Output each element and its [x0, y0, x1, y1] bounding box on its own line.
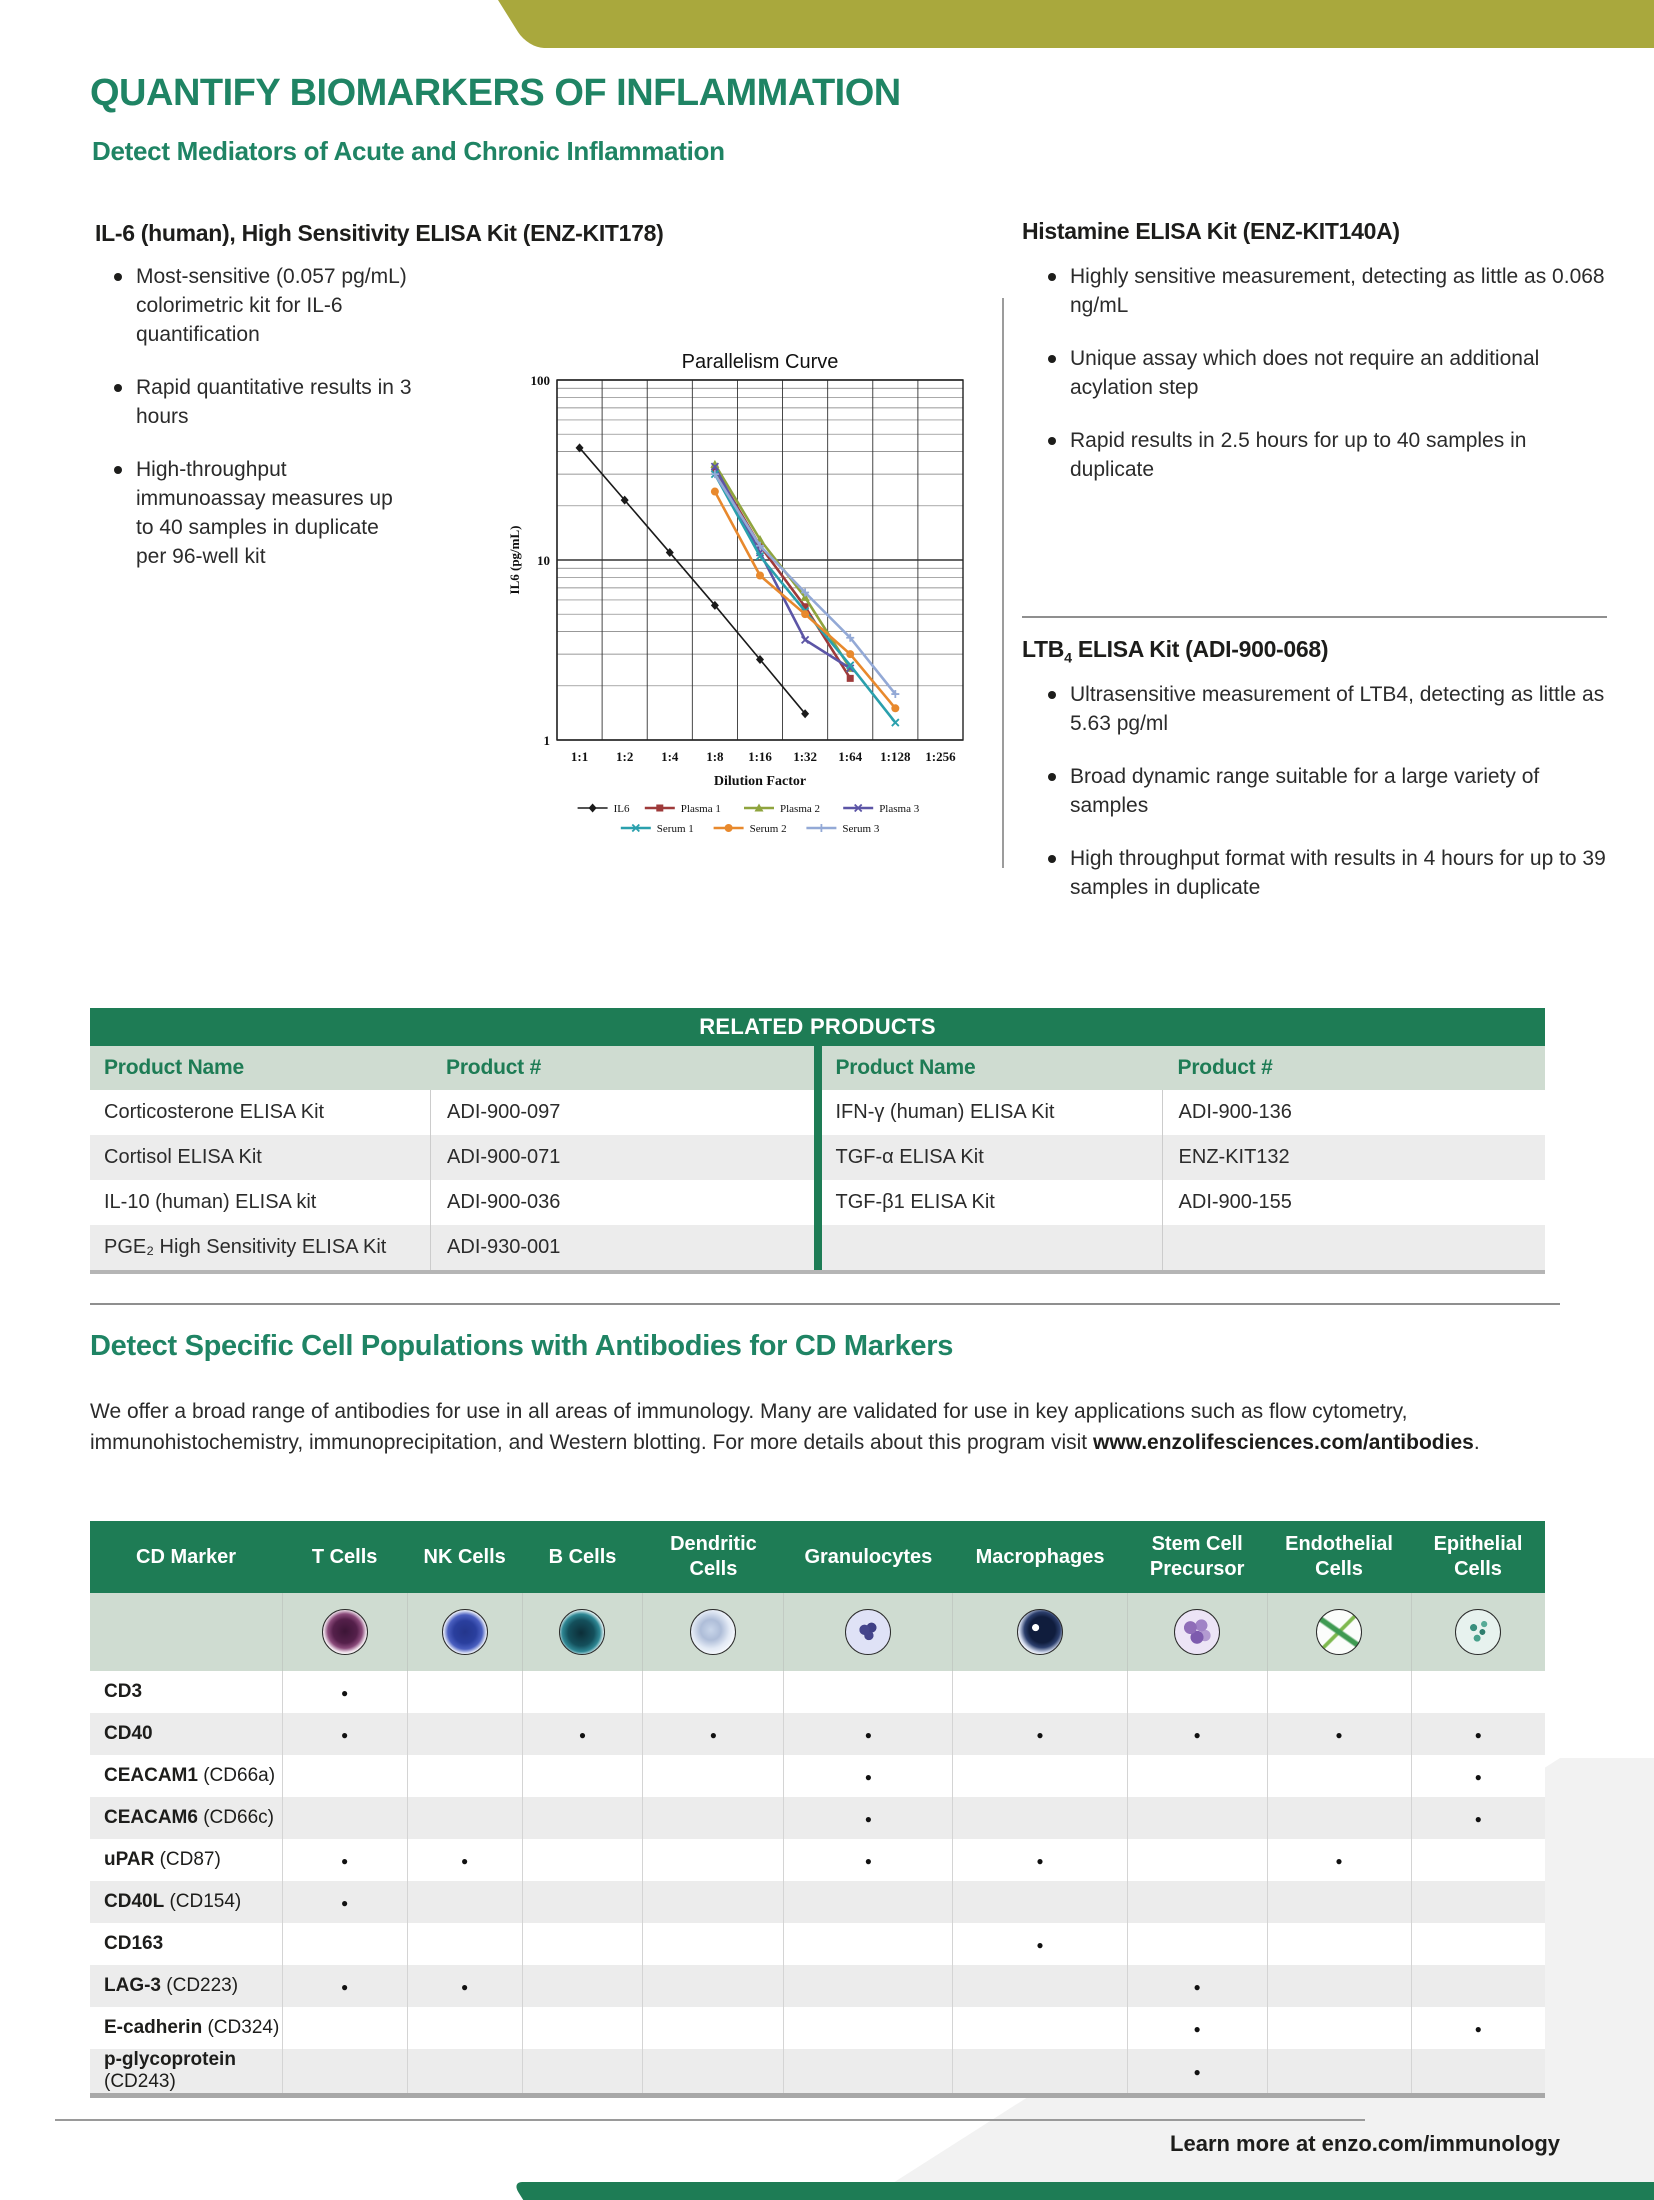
marker-dot-cell: [784, 1755, 953, 1797]
empty-cell: [784, 2049, 953, 2096]
marker-dot-cell: [1411, 1797, 1545, 1839]
svg-text:Plasma 1: Plasma 1: [680, 803, 721, 815]
bullet-item: Most-sensitive (0.057 pg/mL) colorimetric kit for IL-6 quantification: [112, 262, 412, 349]
empty-cell: [1127, 1923, 1267, 1965]
table-subheader: [822, 1046, 1546, 1090]
endothelial-cell-image: [1316, 1609, 1362, 1655]
marker-dot: [461, 1975, 468, 1996]
empty-cell: [1267, 2007, 1411, 2049]
column-header-cd-marker: CD Marker: [90, 1521, 282, 1593]
empty-cell: [784, 1881, 953, 1923]
marker-dot: [1475, 2017, 1482, 2038]
product-row: [90, 1135, 814, 1180]
bullet-item: Rapid results in 2.5 hours for up to 40 samples in duplicate: [1046, 426, 1611, 484]
marker-dot: [1335, 1723, 1342, 1744]
svg-text:10: 10: [537, 553, 550, 568]
product-number: ADI-900-097: [430, 1090, 813, 1135]
empty-cell: [643, 1671, 784, 1713]
ltb4-heading-text-2: ELISA Kit (ADI-900-068): [1071, 636, 1329, 662]
cell-image-cell: [953, 1593, 1128, 1671]
marker-dot: [1036, 1849, 1043, 1870]
chart-svg: [505, 352, 985, 852]
empty-cell: [784, 1923, 953, 1965]
footer-rule: [55, 2119, 1365, 2121]
cd-marker-row: [90, 1881, 1545, 1923]
bottom-accent-bar: [512, 2182, 1654, 2200]
cell-image-cell: [784, 1593, 953, 1671]
empty-cell: [522, 2007, 643, 2049]
empty-cell: [953, 1797, 1128, 1839]
empty-cell: [522, 1671, 643, 1713]
cd-marker-name: CD163: [90, 1923, 282, 1965]
paragraph-period: .: [1473, 1431, 1480, 1454]
empty-cell: [1411, 2049, 1545, 2096]
marker-dot-cell: [282, 1713, 407, 1755]
svg-text:Dilution Factor: Dilution Factor: [713, 774, 807, 789]
footer-text: [900, 2131, 1560, 2157]
empty-cell: [953, 1671, 1128, 1713]
empty-cell: [1127, 1671, 1267, 1713]
marker-dot: [341, 1849, 348, 1870]
empty-cell: [643, 1797, 784, 1839]
marker-dot: [341, 1975, 348, 1996]
marker-dot-cell: [953, 1713, 1128, 1755]
product-name: [822, 1225, 1162, 1270]
bullet-item: Highly sensitive measurement, detecting as little as 0.068 ng/mL: [1046, 262, 1611, 320]
empty-cell: [407, 1797, 522, 1839]
cd-marker-row: [90, 1839, 1545, 1881]
marker-dot: [341, 1681, 348, 1702]
svg-text:Serum 2: Serum 2: [749, 823, 787, 835]
empty-cell: [1411, 1839, 1545, 1881]
empty-cell: [953, 1881, 1128, 1923]
empty-cell: [643, 1923, 784, 1965]
product-name: TGF-α ELISA Kit: [835, 1146, 984, 1168]
product-number: ADI-900-036: [430, 1180, 813, 1225]
product-number: ADI-900-155: [1162, 1180, 1545, 1225]
column-header-product-number: Product #: [1177, 1056, 1273, 1079]
column-divider: [1002, 298, 1004, 868]
column-header-t-cells: T Cells: [282, 1521, 407, 1593]
product-name: Cortisol ELISA Kit: [104, 1146, 262, 1168]
nk-cell-image: [442, 1609, 488, 1655]
marker-dot: [1475, 1765, 1482, 1786]
svg-text:Serum 1: Serum 1: [656, 823, 694, 835]
marker-dot: [1036, 1723, 1043, 1744]
bullet-item: High throughput format with results in 4 hours for up to 39 samples in duplicate: [1046, 844, 1621, 902]
histamine-kit-heading: Histamine ELISA Kit (ENZ-KIT140A): [1022, 218, 1400, 244]
cd-marker-row: [90, 1965, 1545, 2007]
empty-cell: [1267, 1755, 1411, 1797]
page-subtitle: Detect Mediators of Acute and Chronic Inflammation: [92, 136, 725, 166]
empty-cell: [1411, 1671, 1545, 1713]
cd-marker-name: CD3: [90, 1671, 282, 1713]
marker-dot-cell: [407, 1965, 522, 2007]
column-header-granulocytes: Granulocytes: [784, 1521, 953, 1593]
marker-dot: [865, 1807, 872, 1828]
marker-dot: [1194, 1975, 1201, 1996]
column-header-product-name: Product Name: [835, 1056, 976, 1079]
svg-text:1:32: 1:32: [793, 749, 818, 764]
product-number: [1162, 1225, 1545, 1270]
empty-cell: [90, 1593, 282, 1671]
marker-dot-cell: [522, 1713, 643, 1755]
product-row: [90, 1090, 814, 1135]
product-name: Corticosterone ELISA Kit: [104, 1101, 325, 1123]
cd-marker-name: p-glycoprotein (CD243): [90, 2049, 282, 2096]
parallelism-curve-chart: [505, 352, 985, 852]
svg-text:1:1: 1:1: [570, 749, 589, 764]
svg-text:IL6: IL6: [613, 803, 630, 815]
cell-image-cell: [1411, 1593, 1545, 1671]
column-header-stem-cell-precursor: Stem Cell Precursor: [1127, 1521, 1267, 1593]
empty-cell: [1127, 1755, 1267, 1797]
marker-dot-cell: [407, 1839, 522, 1881]
marker-dot-cell: [784, 1797, 953, 1839]
svg-text:1:16: 1:16: [748, 749, 772, 764]
product-number: ADI-900-136: [1162, 1090, 1545, 1135]
column-header-nk-cells: NK Cells: [407, 1521, 522, 1593]
antibodies-link[interactable]: www.enzolifesciences.com/antibodies: [1092, 1431, 1474, 1454]
svg-text:Plasma 3: Plasma 3: [879, 803, 920, 815]
product-number: ADI-900-071: [430, 1135, 813, 1180]
empty-cell: [784, 1965, 953, 2007]
column-header-product-name: Product Name: [104, 1056, 244, 1079]
marker-dot-cell: [643, 1713, 784, 1755]
svg-text:1:8: 1:8: [706, 749, 724, 764]
product-row: [822, 1090, 1546, 1135]
marker-dot-cell: [1127, 1713, 1267, 1755]
empty-cell: [1127, 1881, 1267, 1923]
empty-cell: [522, 1755, 643, 1797]
bullet-item: High-throughput immunoassay measures up to 40 samples in duplicate per 96-well kit: [112, 455, 412, 571]
marker-dot: [865, 1765, 872, 1786]
column-header-epithelial-cells: Epithelial Cells: [1411, 1521, 1545, 1593]
epithelial-cell-image: [1455, 1609, 1501, 1655]
marker-dot-cell: [1127, 2049, 1267, 2096]
bullet-item: Rapid quantitative results in 3 hours: [112, 373, 412, 431]
svg-text:1:4: 1:4: [661, 749, 679, 764]
empty-cell: [522, 1881, 643, 1923]
marker-dot-cell: [1411, 1755, 1545, 1797]
dendritic-cell-image: [690, 1609, 736, 1655]
cd-marker-row: [90, 1923, 1545, 1965]
cell-image-cell: [522, 1593, 643, 1671]
table-center-divider: [814, 1046, 822, 1270]
empty-cell: [784, 2007, 953, 2049]
empty-cell: [282, 1755, 407, 1797]
column-header-dendritic-cells: Dendritic Cells: [643, 1521, 784, 1593]
empty-cell: [953, 2007, 1128, 2049]
marker-dot: [865, 1723, 872, 1744]
svg-text:IL6 (pg/mL): IL6 (pg/mL): [507, 525, 522, 595]
empty-cell: [643, 1965, 784, 2007]
empty-cell: [522, 1965, 643, 2007]
cd-marker-name: CD40L (CD154): [90, 1881, 282, 1923]
related-products-right: [822, 1046, 1546, 1270]
bullet-item: Broad dynamic range suitable for a large variety of samples: [1046, 762, 1621, 820]
top-accent-bar: [498, 0, 1654, 48]
product-row: [822, 1135, 1546, 1180]
empty-cell: [1267, 1797, 1411, 1839]
svg-text:1:128: 1:128: [880, 749, 911, 764]
marker-dot: [461, 1849, 468, 1870]
empty-cell: [1411, 1923, 1545, 1965]
section-rule: [90, 1303, 1560, 1305]
marker-dot: [1194, 2060, 1201, 2081]
marker-dot-cell: [953, 1923, 1128, 1965]
stem-cell-precursor-image: [1174, 1609, 1220, 1655]
bullet-item: Unique assay which does not require an additional acylation step: [1046, 344, 1611, 402]
product-number: ENZ-KIT132: [1162, 1135, 1545, 1180]
marker-dot-cell: [282, 1881, 407, 1923]
empty-cell: [1411, 1965, 1545, 2007]
marker-dot: [579, 1723, 586, 1744]
column-header-endothelial-cells: Endothelial Cells: [1267, 1521, 1411, 1593]
column-header-macrophages: Macrophages: [953, 1521, 1128, 1593]
marker-dot-cell: [1127, 1965, 1267, 2007]
empty-cell: [784, 1671, 953, 1713]
empty-cell: [953, 1755, 1128, 1797]
related-products-table: [90, 1008, 1545, 1274]
column-header-product-number: Product #: [446, 1056, 542, 1079]
cd-marker-name: CEACAM1 (CD66a): [90, 1755, 282, 1797]
ltb4-kit-heading: [1022, 636, 1642, 667]
cd-table-image-row: [90, 1593, 1545, 1671]
empty-cell: [643, 1755, 784, 1797]
cell-image-cell: [282, 1593, 407, 1671]
b-cell-image: [559, 1609, 605, 1655]
empty-cell: [1267, 1923, 1411, 1965]
marker-dot: [1335, 1849, 1342, 1870]
empty-cell: [953, 1965, 1128, 2007]
marker-dot: [1475, 1723, 1482, 1744]
cd-marker-name: uPAR (CD87): [90, 1839, 282, 1881]
product-row: [822, 1180, 1546, 1225]
cd-marker-name: E-cadherin (CD324): [90, 2007, 282, 2049]
svg-text:1:256: 1:256: [925, 749, 956, 764]
empty-cell: [1267, 1671, 1411, 1713]
marker-dot: [1194, 1723, 1201, 1744]
svg-text:1: 1: [543, 733, 550, 748]
empty-cell: [407, 1923, 522, 1965]
product-number: ADI-930-001: [430, 1225, 813, 1270]
product-name: PGE₂ High Sensitivity ELISA Kit: [104, 1236, 387, 1258]
empty-cell: [643, 1839, 784, 1881]
bullet-item: Ultrasensitive measurement of LTB4, detecting as little as 5.63 pg/ml: [1046, 680, 1621, 738]
svg-text:Parallelism Curve: Parallelism Curve: [681, 352, 839, 373]
cell-image-cell: [407, 1593, 522, 1671]
empty-cell: [1127, 1797, 1267, 1839]
marker-dot-cell: [282, 1839, 407, 1881]
empty-cell: [522, 1839, 643, 1881]
svg-text:100: 100: [530, 373, 550, 388]
product-row: [90, 1180, 814, 1225]
cd-marker-row: [90, 1755, 1545, 1797]
marker-dot-cell: [1267, 1713, 1411, 1755]
marker-dot-cell: [784, 1839, 953, 1881]
marker-dot: [341, 1723, 348, 1744]
product-row: [822, 1225, 1546, 1270]
empty-cell: [522, 2049, 643, 2096]
cd-marker-row: [90, 1671, 1545, 1713]
empty-cell: [407, 2007, 522, 2049]
svg-text:Serum 3: Serum 3: [842, 823, 880, 835]
footer-prefix: Learn more at: [1170, 2131, 1322, 2156]
empty-cell: [643, 2049, 784, 2096]
marker-dot-cell: [784, 1713, 953, 1755]
related-products-left: [90, 1046, 814, 1270]
empty-cell: [1127, 1839, 1267, 1881]
table-subheader: [90, 1046, 814, 1090]
marker-dot: [341, 1891, 348, 1912]
marker-dot: [865, 1849, 872, 1870]
macrophage-image: [1017, 1609, 1063, 1655]
empty-cell: [643, 2007, 784, 2049]
empty-cell: [1267, 2049, 1411, 2096]
empty-cell: [1267, 1965, 1411, 2007]
empty-cell: [522, 1797, 643, 1839]
marker-dot-cell: [1411, 2007, 1545, 2049]
empty-cell: [1411, 1881, 1545, 1923]
ltb4-heading-subscript: 4: [1064, 650, 1072, 667]
empty-cell: [1267, 1881, 1411, 1923]
cd-marker-row: [90, 2007, 1545, 2049]
ltb4-bullet-list: [1046, 680, 1621, 926]
related-products-title: RELATED PRODUCTS: [90, 1008, 1545, 1046]
cd-markers-heading: Detect Specific Cell Populations with Antibodies for CD Markers: [90, 1330, 954, 1362]
empty-cell: [407, 1755, 522, 1797]
marker-dot-cell: [282, 1671, 407, 1713]
empty-cell: [282, 1797, 407, 1839]
marker-dot: [1036, 1933, 1043, 1954]
histamine-bullet-list: [1046, 262, 1611, 508]
svg-text:1:64: 1:64: [838, 749, 863, 764]
il6-bullet-list: [112, 262, 412, 595]
svg-text:1:2: 1:2: [615, 749, 634, 764]
cd-marker-row: [90, 2049, 1545, 2096]
section-rule: [1022, 616, 1607, 618]
cell-image-cell: [643, 1593, 784, 1671]
empty-cell: [522, 1923, 643, 1965]
empty-cell: [282, 2007, 407, 2049]
marker-dot: [1194, 2017, 1201, 2038]
product-row: [90, 1225, 814, 1270]
svg-text:Plasma 2: Plasma 2: [780, 803, 821, 815]
empty-cell: [407, 2049, 522, 2096]
cd-marker-name: LAG-3 (CD223): [90, 1965, 282, 2007]
ltb4-heading-text: LTB: [1022, 636, 1065, 662]
empty-cell: [407, 1881, 522, 1923]
marker-dot-cell: [1267, 1839, 1411, 1881]
cell-image-cell: [1267, 1593, 1411, 1671]
marker-dot-cell: [282, 1965, 407, 2007]
product-name: IFN-γ (human) ELISA Kit: [835, 1101, 1055, 1123]
product-name: TGF-β1 ELISA Kit: [835, 1191, 995, 1213]
cd-marker-row: [90, 1713, 1545, 1755]
cd-table-header-row: [90, 1521, 1545, 1593]
paragraph-text: We offer a broad range of antibodies for use in all areas of immunology. Many are validated for use in key applications such as flow cytometry, immunohistochemistry, immunoprecipitation, and Western blotting. For more details about this program visit: [90, 1400, 1408, 1454]
empty-cell: [282, 1923, 407, 1965]
marker-dot: [710, 1723, 717, 1744]
cd-marker-matrix-table: [90, 1521, 1545, 2098]
t-cell-image: [322, 1609, 368, 1655]
cd-markers-paragraph: [90, 1396, 1565, 1458]
marker-dot: [1475, 1807, 1482, 1828]
empty-cell: [407, 1713, 522, 1755]
product-name: IL-10 (human) ELISA kit: [104, 1191, 317, 1213]
footer-link[interactable]: enzo.com/immunology: [1321, 2131, 1560, 2156]
marker-dot-cell: [1411, 1713, 1545, 1755]
empty-cell: [643, 1881, 784, 1923]
cd-marker-name: CEACAM6 (CD66c): [90, 1797, 282, 1839]
cell-image-cell: [1127, 1593, 1267, 1671]
page-title: QUANTIFY BIOMARKERS OF INFLAMMATION: [90, 72, 901, 114]
il6-kit-heading: IL-6 (human), High Sensitivity ELISA Kit (ENZ-KIT178): [95, 220, 664, 246]
column-header-b-cells: B Cells: [522, 1521, 643, 1593]
granulocyte-image: [845, 1609, 891, 1655]
cd-marker-name: CD40: [90, 1713, 282, 1755]
empty-cell: [407, 1671, 522, 1713]
cd-marker-row: [90, 1797, 1545, 1839]
marker-dot-cell: [1127, 2007, 1267, 2049]
marker-dot-cell: [953, 1839, 1128, 1881]
empty-cell: [282, 2049, 407, 2096]
empty-cell: [953, 2049, 1128, 2096]
